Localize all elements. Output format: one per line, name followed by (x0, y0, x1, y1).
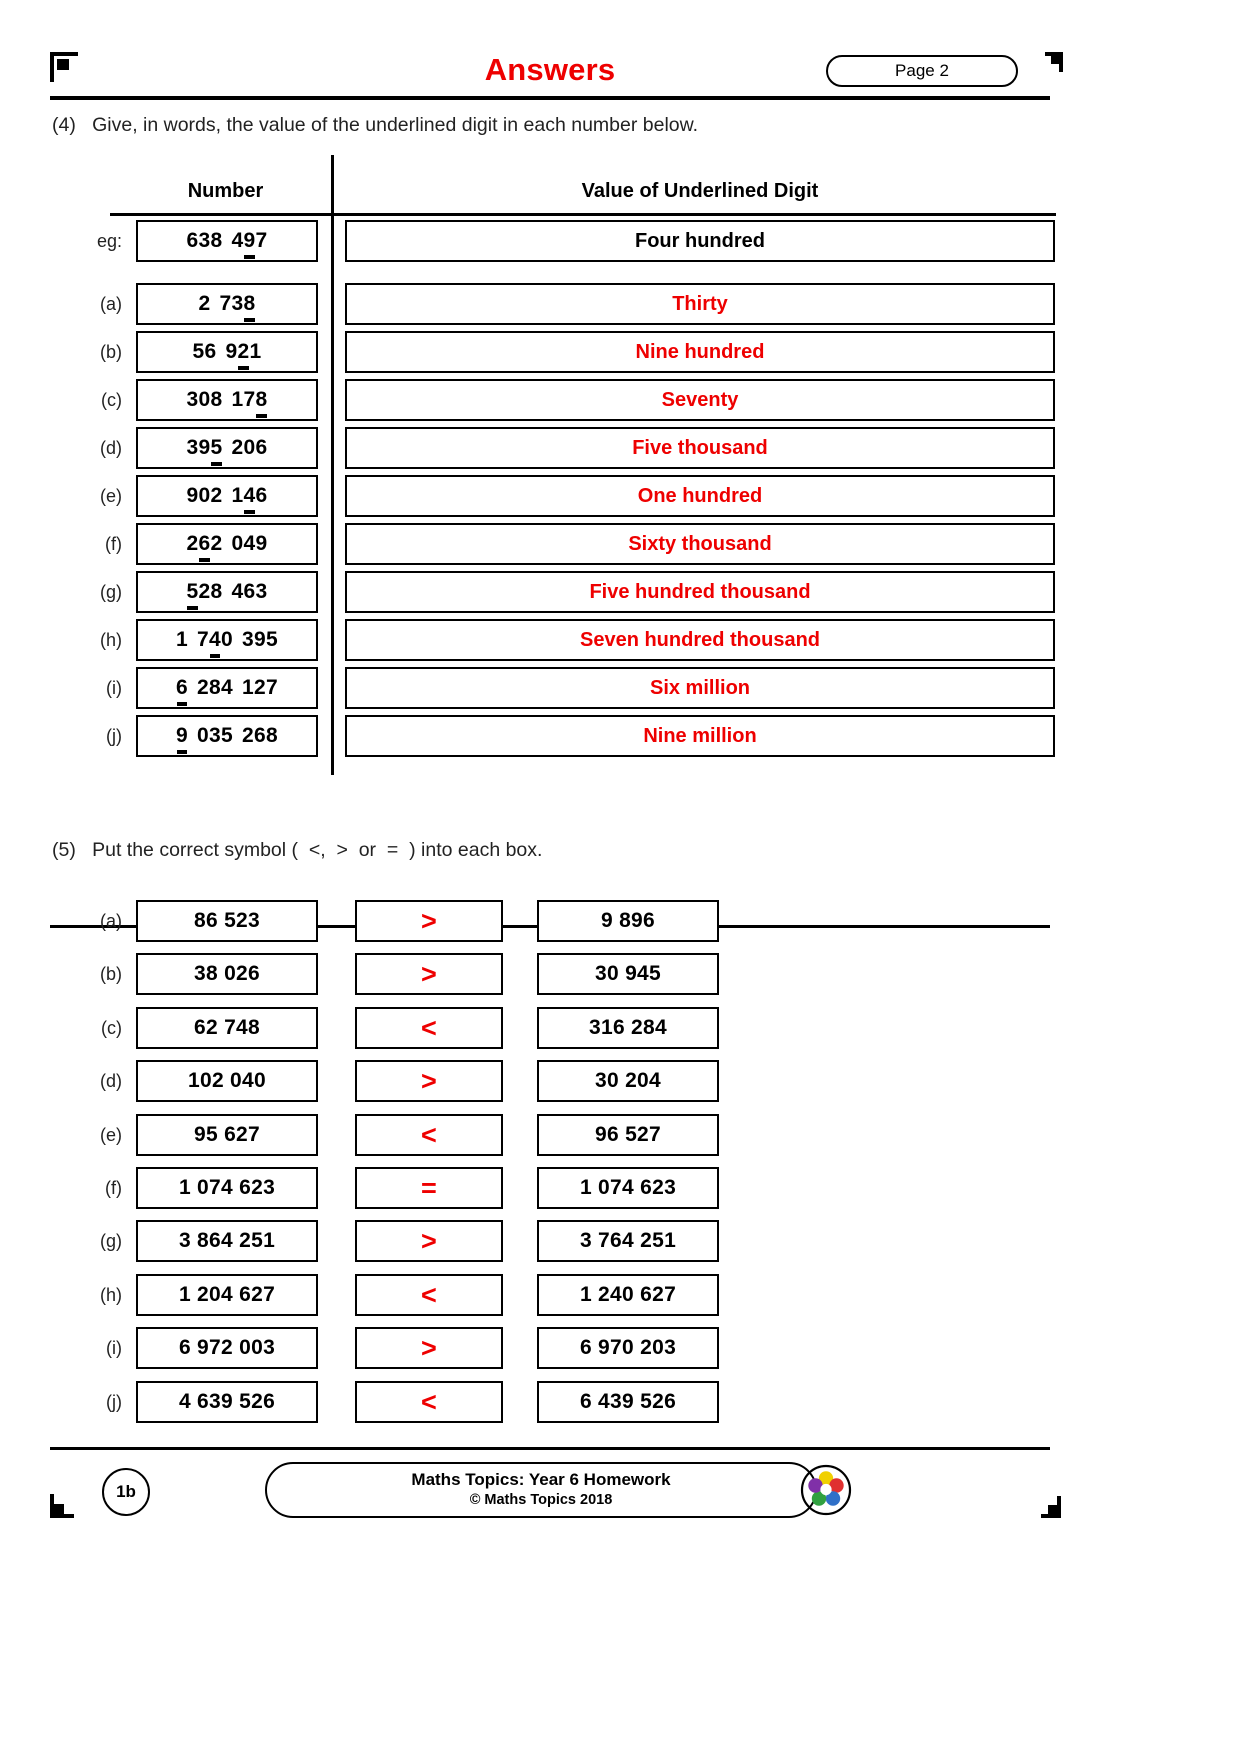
page-number-label: Page 2 (895, 61, 949, 80)
row-label: (c) (101, 1018, 122, 1038)
digit: 3 (186, 436, 199, 459)
comparison-symbol-box[interactable]: > (355, 900, 503, 942)
answer-box[interactable]: Thirty (345, 283, 1055, 325)
question-5-number: (5) (52, 839, 76, 861)
number-box (136, 715, 318, 757)
row-label: (b) (100, 964, 122, 984)
row-label: (j) (106, 1392, 122, 1412)
digit: 2 (198, 580, 211, 603)
digit: 4 (243, 532, 256, 555)
digit: 2 (210, 532, 223, 555)
question-4-prompt (52, 114, 698, 137)
right-number-box: 3 764 251 (537, 1220, 719, 1262)
footer-copyright: © Maths Topics 2018 (469, 1492, 613, 1508)
row-label: (d) (100, 1071, 122, 1091)
answer-box[interactable]: Six million (345, 667, 1055, 709)
digit-space (222, 580, 231, 604)
row-label: (g) (100, 582, 122, 602)
digit: 4 (221, 676, 233, 699)
footer-divider (50, 1447, 1050, 1450)
answer-box[interactable]: Five thousand (345, 427, 1055, 469)
digit-space (222, 532, 231, 556)
digit: 7 (243, 388, 256, 411)
digit: 0 (198, 388, 211, 411)
number-box (136, 475, 318, 517)
digit: 0 (231, 532, 244, 555)
digit: 9 (176, 724, 189, 747)
digit: 9 (225, 340, 238, 363)
column-header-value: Value of Underlined Digit (581, 180, 819, 202)
comparison-symbol-box[interactable]: > (355, 1060, 503, 1102)
answer-box[interactable]: Sixty thousand (345, 523, 1055, 565)
digit-space (188, 724, 197, 748)
digit: 6 (204, 340, 217, 363)
registration-mark-bottom-left (50, 1488, 78, 1518)
right-number-box: 1 240 627 (537, 1274, 719, 1316)
header-underline-number (110, 213, 332, 216)
digit: 6 (243, 580, 256, 603)
row-label: (g) (100, 1231, 122, 1251)
digit: 0 (198, 484, 211, 507)
digit: 6 (198, 532, 211, 555)
digit: 0 (243, 436, 256, 459)
registration-mark-bottom-right (1033, 1488, 1061, 1518)
question-4-text: Give, in words, the value of the underlined digit in each number below. (92, 114, 699, 136)
comparison-symbol-box[interactable]: < (355, 1114, 503, 1156)
digit: 6 (253, 724, 266, 747)
digit: 4 (209, 628, 221, 651)
row-label: (j) (106, 726, 122, 746)
number-box (136, 283, 318, 325)
digit: 2 (186, 532, 199, 555)
answer-box[interactable]: Nine million (345, 715, 1055, 757)
comparison-symbol-box[interactable]: < (355, 1381, 503, 1423)
row-label: (i) (106, 1338, 122, 1358)
digit: 9 (198, 436, 211, 459)
digit-space (211, 292, 220, 316)
digit-space (188, 676, 197, 700)
comparison-symbol-box[interactable]: < (355, 1007, 503, 1049)
answer-box[interactable]: Seventy (345, 379, 1055, 421)
digit-space (222, 388, 231, 412)
digit: 7 (255, 229, 268, 252)
digit: 5 (265, 628, 278, 651)
digit: 3 (209, 724, 221, 747)
comparison-symbol-box[interactable]: > (355, 953, 503, 995)
digit-space (222, 484, 231, 508)
right-number-box: 30 945 (537, 953, 719, 995)
left-number-box: 86 523 (136, 900, 318, 942)
digit: 2 (197, 676, 210, 699)
digit: 2 (210, 484, 223, 507)
row-label: (a) (100, 911, 122, 931)
digit: 3 (255, 580, 268, 603)
digit: 8 (209, 676, 221, 699)
digit: 7 (219, 292, 232, 315)
right-number-box: 96 527 (537, 1114, 719, 1156)
number-box (136, 379, 318, 421)
digit: 0 (197, 724, 210, 747)
digit-space (233, 724, 242, 748)
row-label: (c) (101, 390, 122, 410)
digit: 9 (186, 484, 199, 507)
digit: 8 (243, 292, 256, 315)
left-number-box: 102 040 (136, 1060, 318, 1102)
digit: 2 (253, 676, 266, 699)
row-label: (e) (100, 486, 122, 506)
digit: 1 (176, 628, 189, 651)
digit-space (233, 628, 242, 652)
header-divider (50, 96, 1050, 100)
row-label: (f) (105, 1178, 122, 1198)
digit: 5 (186, 580, 199, 603)
left-number-box: 1 074 623 (136, 1167, 318, 1209)
page-title: Answers (484, 52, 616, 87)
digit-space (217, 340, 226, 364)
header-underline-value (334, 213, 1056, 216)
digit: 3 (186, 388, 199, 411)
digit: 5 (221, 724, 233, 747)
comparison-symbol-box[interactable]: = (355, 1167, 503, 1209)
answer-box[interactable]: Nine hundred (345, 331, 1055, 373)
digit-space (222, 229, 231, 253)
column-header-number: Number (187, 180, 264, 202)
digit: 6 (176, 676, 189, 699)
table-column-divider (331, 155, 334, 775)
number-box (136, 220, 318, 262)
digit: 0 (221, 628, 233, 651)
number-box (136, 331, 318, 373)
question-5-text: Put the correct symbol ( <, > or = ) into each box. (92, 839, 543, 861)
number-box (136, 427, 318, 469)
digit: 5 (192, 340, 205, 363)
right-number-box: 9 896 (537, 900, 719, 942)
answer-box[interactable]: Seven hundred thousand (345, 619, 1055, 661)
left-number-box: 95 627 (136, 1114, 318, 1156)
digit: 2 (198, 292, 211, 315)
digit: 1 (231, 484, 244, 507)
number-box (136, 523, 318, 565)
left-number-box: 4 639 526 (136, 1381, 318, 1423)
row-label: (i) (106, 678, 122, 698)
digit: 9 (255, 532, 268, 555)
digit-space (222, 436, 231, 460)
number-box (136, 667, 318, 709)
row-label: (b) (100, 342, 122, 362)
right-number-box: 1 074 623 (537, 1167, 719, 1209)
question-4-number: (4) (52, 114, 76, 136)
digit: 9 (243, 229, 256, 252)
left-number-box: 6 972 003 (136, 1327, 318, 1369)
left-number-box: 38 026 (136, 953, 318, 995)
digit: 4 (231, 580, 244, 603)
digit: 1 (249, 340, 262, 363)
page-header (50, 44, 1050, 96)
right-number-box: 6 970 203 (537, 1327, 719, 1369)
digit-space (188, 628, 197, 652)
digit: 3 (231, 292, 244, 315)
worksheet-code-badge: 1b (102, 1468, 150, 1516)
example-answer-box: Four hundred (345, 220, 1055, 262)
digit: 2 (242, 724, 254, 747)
digit: 8 (210, 388, 223, 411)
footer-title: Maths Topics: Year 6 Homework (411, 1470, 671, 1489)
row-label: eg: (96, 231, 122, 251)
digit: 8 (210, 229, 223, 252)
left-number-box: 3 864 251 (136, 1220, 318, 1262)
page-number-badge (826, 55, 1018, 87)
right-number-box: 316 284 (537, 1007, 719, 1049)
digit: 5 (210, 436, 223, 459)
answer-box[interactable]: One hundred (345, 475, 1055, 517)
digit: 1 (231, 388, 244, 411)
question-5-prompt (52, 839, 542, 862)
row-label: (a) (100, 294, 122, 314)
digit: 2 (237, 340, 250, 363)
digit-space (233, 676, 242, 700)
digit: 6 (255, 436, 268, 459)
digit: 6 (255, 484, 268, 507)
number-box (136, 619, 318, 661)
digit: 3 (242, 628, 254, 651)
maths-topics-flower-logo (800, 1464, 852, 1516)
digit: 9 (253, 628, 266, 651)
row-label: (h) (100, 630, 122, 650)
row-label: (f) (105, 534, 122, 554)
digit: 8 (255, 388, 268, 411)
digit: 2 (231, 436, 244, 459)
digit: 1 (242, 676, 254, 699)
row-label: (e) (100, 1125, 122, 1145)
digit: 8 (265, 724, 278, 747)
right-number-box: 6 439 526 (537, 1381, 719, 1423)
row-label: (d) (100, 438, 122, 458)
digit: 4 (231, 229, 244, 252)
digit: 4 (243, 484, 256, 507)
digit: 7 (197, 628, 210, 651)
digit: 8 (210, 580, 223, 603)
row-label: (h) (100, 1285, 122, 1305)
digit: 3 (198, 229, 211, 252)
digit: 7 (265, 676, 278, 699)
digit: 6 (186, 229, 199, 252)
left-number-box: 1 204 627 (136, 1274, 318, 1316)
right-number-box: 30 204 (537, 1060, 719, 1102)
number-box (136, 571, 318, 613)
comparison-symbol-box[interactable]: > (355, 1327, 503, 1369)
comparison-symbol-box[interactable]: < (355, 1274, 503, 1316)
left-number-box: 62 748 (136, 1007, 318, 1049)
comparison-symbol-box[interactable]: > (355, 1220, 503, 1262)
answer-box[interactable]: Five hundred thousand (345, 571, 1055, 613)
